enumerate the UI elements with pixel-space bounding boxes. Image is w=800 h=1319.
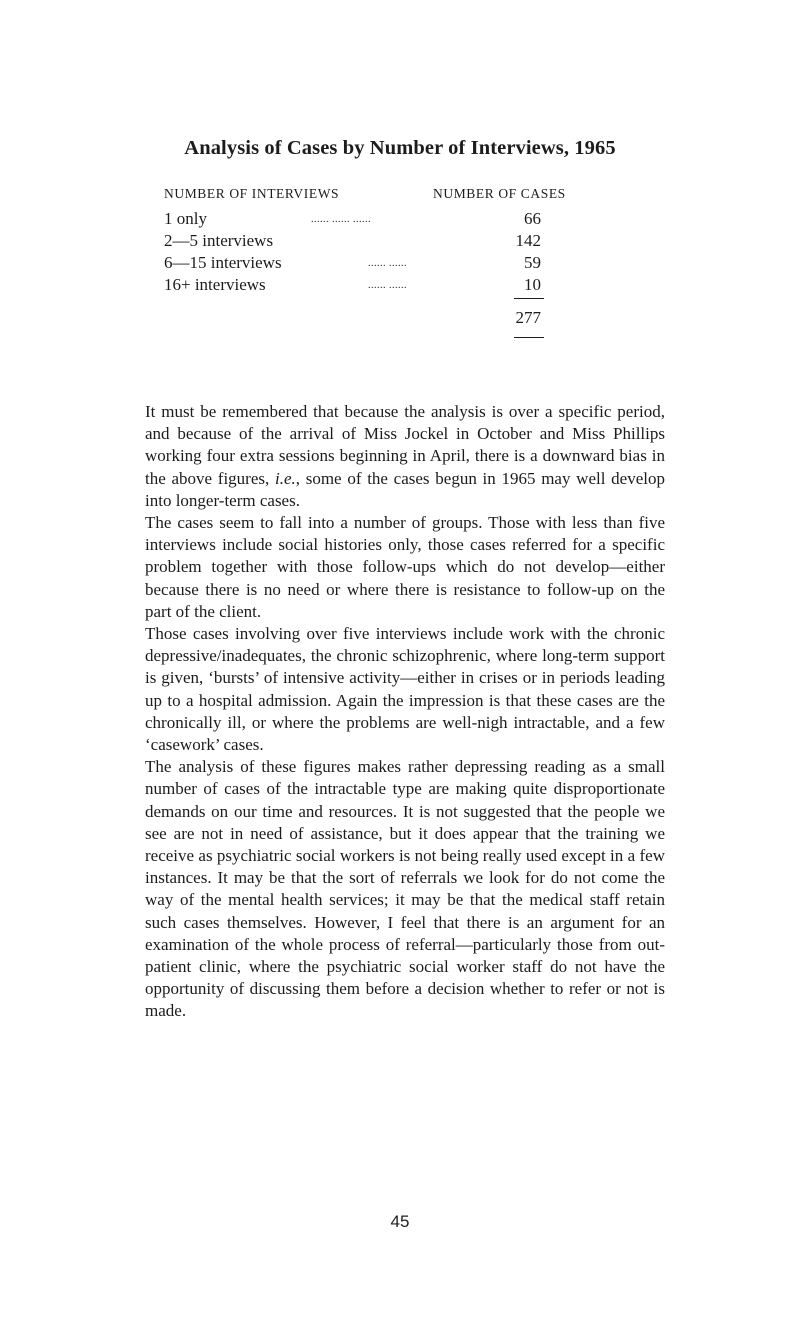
total-underline [514, 337, 544, 338]
row-label: 1 only [164, 209, 207, 228]
row-value: 66 [524, 209, 541, 228]
page-number: 45 [390, 1212, 410, 1231]
table-row [0, 275, 800, 297]
column-header-interviews: NUMBER OF INTERVIEWS [164, 186, 340, 201]
paragraph: The cases seem to fall into a number of groups. Those with less than five interviews include social histories only, those cases referred for a specific problem together with those follow-ups which do not develop—either because there is no need or where there is resistance to follow-up on the part of the client. [145, 513, 665, 621]
row-value: 142 [515, 231, 541, 250]
paragraph: It must be remembered that because the analysis is over a specific period, and because of the arrival of Miss Jockel in October and Miss Phillips working four extra sessions beginning in April, there is a downward bias in the above figures, i.e., some of the cases begun in 1965 may well develop into longer-term cases. [145, 402, 665, 510]
row-value: 10 [524, 275, 541, 294]
row-label: 2—5 interviews [164, 231, 274, 250]
column-header-cases: NUMBER OF CASES [433, 186, 566, 201]
leader-dots: ...... ...... ...... [311, 214, 371, 225]
page-title: Analysis of Cases by Number of Interviews, 1965 [184, 137, 616, 159]
row-value: 59 [524, 253, 541, 272]
sum-rule [514, 298, 544, 299]
table-row [0, 209, 800, 231]
table-row [0, 253, 800, 275]
table-row [0, 231, 800, 253]
leader-dots: ...... ...... [368, 258, 407, 269]
leader-dots: ...... ...... [368, 280, 407, 291]
paragraph: The analysis of these figures makes rather depressing reading as a small number of cases of the intractable type are making quite disproportionate demands on our time and resources. It is not suggested that the people we see are not in need of assistance, but it does appear that the training we receive as psychiatric social workers is not being really used except in a few instances. It may be that the sort of referrals we look for do not come the way of the mental health services; it may be that the medical staff retain such cases themselves. However, I feel that there is an argument for an examination of the whole process of referral—particularly those from out-patient clinic, where the psychiatric social worker staff do not have the opportunity of discussing them before a decision whether to refer or not is made. [145, 757, 665, 1021]
paragraph: Those cases involving over five interviews include work with the chronic depressive/inadequates, the chronic schizophrenic, where long-term support is given, ‘bursts’ of intensive activity—either in crises or in periods leading up to a hospital admission. Again the impression is that these cases are the chronically ill, or where the problems are well-nigh intractable, and a few ‘casework’ cases. [145, 624, 665, 755]
table-total: 277 [515, 308, 541, 327]
row-label: 6—15 interviews [164, 253, 282, 272]
row-label: 16+ interviews [164, 275, 266, 294]
body-text [145, 401, 665, 1023]
